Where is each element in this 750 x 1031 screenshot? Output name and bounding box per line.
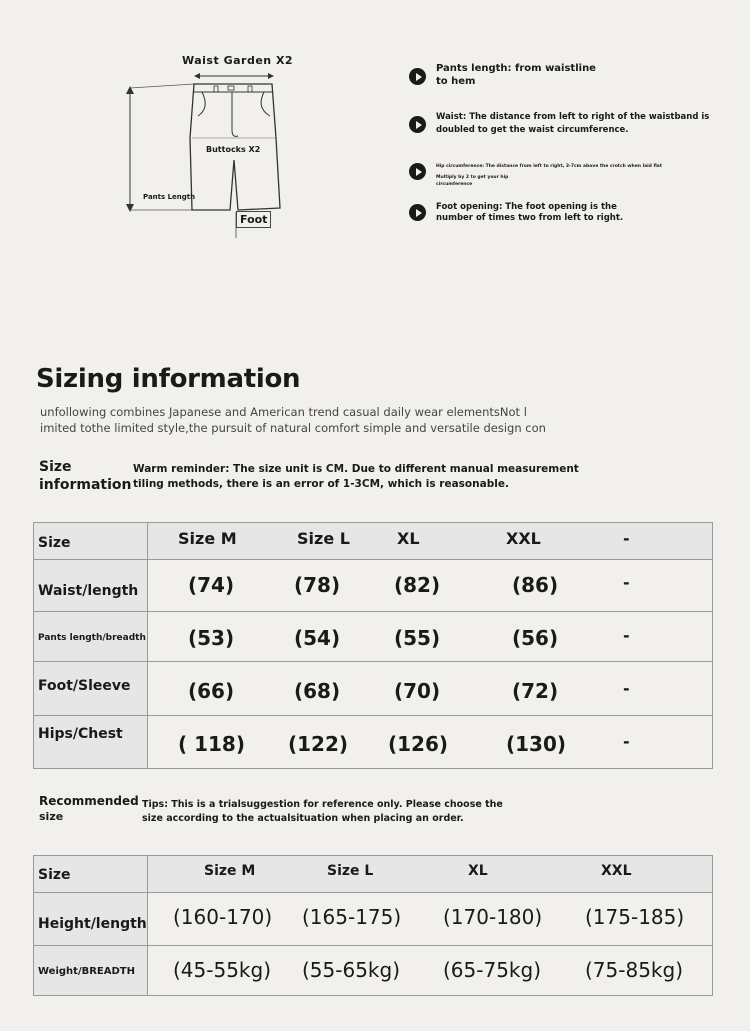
waist-label: Waist Garden X2: [182, 54, 294, 67]
title-line: information: [39, 477, 132, 493]
foot-label: Foot: [236, 211, 271, 228]
size-value: (74): [188, 573, 235, 597]
row-label: Foot/Sleeve: [38, 678, 131, 694]
recommend-value: (165-175): [302, 905, 402, 929]
page-title: Sizing information: [36, 364, 301, 394]
remark-line: tiling methods, there is an error of 1-3CM, which is reasonable.: [133, 478, 509, 490]
column-header: XXL: [506, 529, 541, 548]
recommended-size-title: [39, 794, 139, 824]
size-value: -: [623, 573, 630, 592]
column-header: Size M: [178, 529, 237, 548]
size-value: -: [623, 679, 630, 698]
row-label: Waist/length: [38, 583, 139, 599]
column-header: XL: [468, 863, 488, 879]
recommend-value: (45-55kg): [173, 958, 271, 982]
size-value: (126): [388, 732, 449, 756]
size-table: [33, 522, 713, 769]
size-value: (130): [506, 732, 567, 756]
column-header: Size L: [327, 863, 374, 879]
recommend-value: (160-170): [173, 905, 273, 929]
size-value: (53): [188, 626, 235, 650]
note-line: to hem: [436, 76, 476, 87]
play-circle-icon: [409, 163, 426, 180]
note-foot-opening: [409, 202, 623, 224]
size-value: (56): [512, 626, 559, 650]
column-header: XXL: [601, 863, 632, 879]
play-circle-icon: [409, 68, 426, 85]
remark-line: Warm reminder: The size unit is CM. Due to different manual measurement: [133, 463, 579, 475]
play-circle-icon: [409, 116, 426, 133]
size-value: (78): [294, 573, 341, 597]
size-value: (72): [512, 679, 559, 703]
size-value: (54): [294, 626, 341, 650]
recommend-value: (175-185): [585, 905, 685, 929]
warm-reminder: [133, 462, 579, 492]
play-circle-icon: [409, 204, 426, 221]
recommend-value: (55-65kg): [302, 958, 400, 982]
size-value: -: [623, 732, 630, 751]
size-value: (122): [288, 732, 349, 756]
note-hip: [409, 163, 662, 188]
size-info-title: [39, 458, 132, 494]
column-header: Size M: [204, 863, 256, 879]
note-line: Hip circumference: The distance from left to right, 3-7cm above the crotch when laid flat: [436, 164, 662, 169]
intro-line: imited tothe limited style,the pursuit of natural comfort simple and versatile design con: [40, 421, 546, 435]
note-waist: [409, 111, 709, 137]
note-line: number of times two from left to right.: [436, 213, 624, 223]
size-value: (55): [394, 626, 441, 650]
recommend-table: [33, 855, 713, 996]
title-line: size: [39, 810, 64, 823]
intro-line: unfollowing combines Japanese and American trend casual daily wear elementsNot l: [40, 405, 527, 419]
size-header-label: Size: [38, 535, 71, 551]
note-line: doubled to get the waist circumference.: [436, 125, 629, 135]
pants-length-label: Pants Length: [143, 193, 196, 201]
remark-line: size according to the actualsituation when placing an order.: [142, 813, 464, 824]
note-line: Waist: The distance from left to right of the waistband is: [436, 112, 710, 122]
size-value: (86): [512, 573, 559, 597]
note-line: Pants length: from waistline: [436, 63, 596, 74]
recommend-value: (65-75kg): [443, 958, 541, 982]
title-line: Recommended: [39, 794, 139, 808]
note-line: Foot opening: The foot opening is the: [436, 202, 617, 212]
remark-line: Tips: This is a trialsuggestion for reference only. Please choose the: [142, 799, 503, 810]
column-header: XL: [397, 529, 420, 548]
note-line: circumference: [436, 182, 473, 187]
tips-text: [142, 798, 503, 826]
row-label: Pants length/breadth: [38, 633, 146, 643]
size-value: (82): [394, 573, 441, 597]
row-label: Height/length: [38, 916, 147, 932]
title-line: Size: [39, 459, 72, 475]
size-value: -: [623, 626, 630, 645]
note-pants-length: [409, 62, 596, 88]
note-line: Multiply by 2 to get your hip: [436, 175, 509, 180]
buttocks-label: Buttocks X2: [206, 145, 261, 154]
recommend-value: (75-85kg): [585, 958, 683, 982]
recommend-value: (170-180): [443, 905, 543, 929]
size-value: (70): [394, 679, 441, 703]
column-header: -: [623, 529, 630, 548]
column-header: Size L: [297, 529, 350, 548]
size-header-label: Size: [38, 867, 71, 883]
intro-text: [40, 404, 546, 436]
row-label: Hips/Chest: [38, 726, 123, 742]
row-label: Weight/BREADTH: [38, 966, 135, 977]
size-value: (68): [294, 679, 341, 703]
size-value: ( 118): [178, 732, 245, 756]
size-value: (66): [188, 679, 235, 703]
